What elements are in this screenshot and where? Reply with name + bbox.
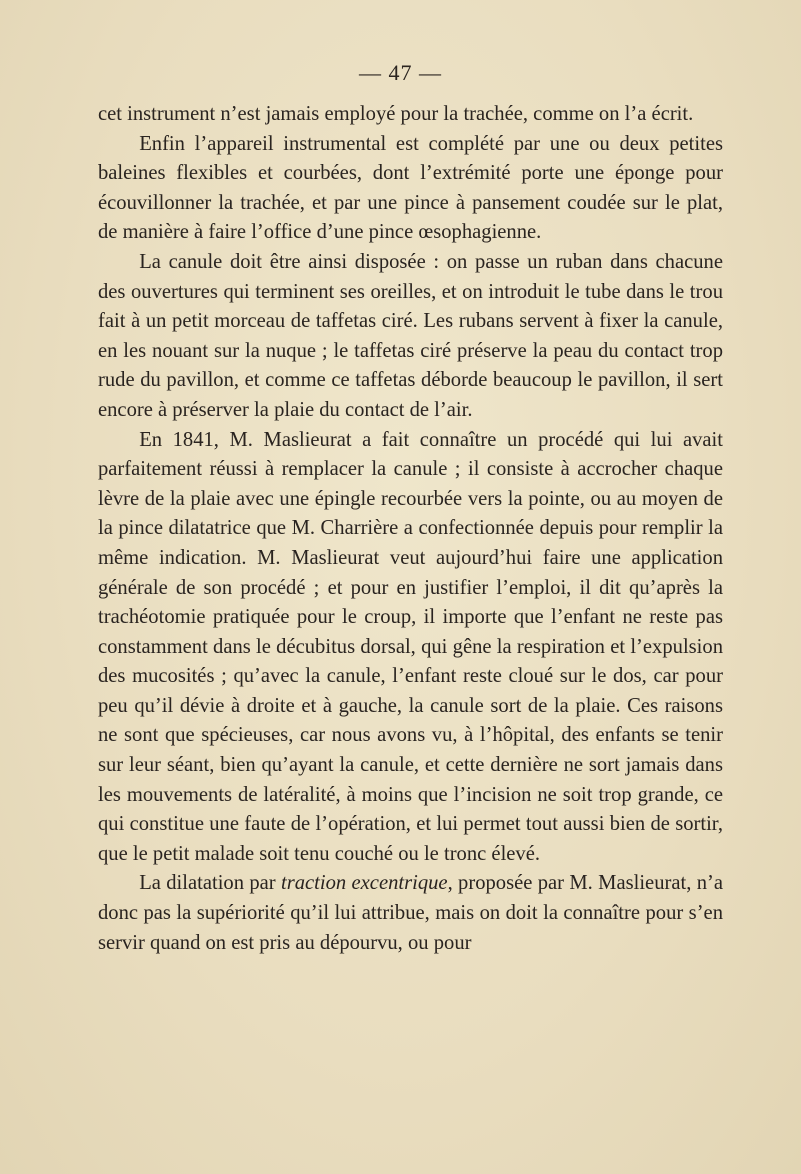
page-number: — 47 —: [359, 60, 442, 85]
paragraph-5-end: , proposée par M. Maslieurat, n’a donc pas la supériorité qu’il lui attribue, mais on doit la connaître pour s’en servir quand on est pris au dépourvu, ou pour: [98, 872, 723, 954]
paragraph-4: En 1841, M. Maslieurat a fait connaître un procédé qui lui avait parfaitement réussi à remplacer la canule ; il consiste à accrocher chaque lèvre de la plaie avec une épingle recourbée vers la pointe, ou au moyen de la pince dilatatrice que M. Charrière a confectionnée depuis pour remplir la même indication. M. Maslieurat veut aujourd’hui faire une application générale de son procédé ; et pour en justifier l’emploi, il dit qu’après la trachéotomie pratiquée pour le croup, il importe que l’enfant ne reste pas constamment dans le décubitus dorsal, qui gêne la respiration et l’expulsion des mucosités ; qu’avec la canule, l’enfant reste cloué sur le dos, car pour peu qu’il dévie à droite et à gauche, la canule sort de la plaie. Ces raisons ne sont que spécieuses, car nous avons vu, à l’hôpital, des enfants se tenir sur leur séant, bien qu’ayant la canule, et cette dernière ne sort jamais dans les mouvements de latéralité, à moins que l’incision ne soit trop grande, ce qui constitue une faute de l’opération, et lui permet tout aussi bien de sortir, que le petit malade soit tenu couché ou le tronc élevé.: [98, 428, 723, 865]
italic-term: traction excentrique: [280, 872, 448, 895]
body-text: [98, 100, 723, 958]
paragraph-1: cet instrument n’est jamais employé pour la trachée, comme on l’a écrit.: [98, 103, 694, 125]
paragraph-5: [98, 869, 723, 958]
paragraph-5-start: La dilatation par: [139, 872, 281, 895]
paragraph-3: La canule doit être ainsi disposée : on passe un ruban dans chacune des ouvertures qui terminent ses oreilles, et on introduit le tube dans le trou fait à un petit morceau de taffetas ciré. Les rubans servent à fixer la canule, en les nouant sur la nuque ; le taffetas ciré préserve la peau du contact trop rude du pavillon, et comme ce taffetas déborde beaucoup le pavillon, il sert encore à préserver la plaie du contact de l’air.: [98, 250, 723, 421]
paragraph-2: Enfin l’appareil instrumental est complété par une ou deux petites baleines flexibles et courbées, dont l’extrémité porte une éponge pour écouvillonner la trachée, et par une pince à pansement coudée sur le plat, de manière à faire l’office d’une pince œsophagienne.: [98, 132, 723, 244]
